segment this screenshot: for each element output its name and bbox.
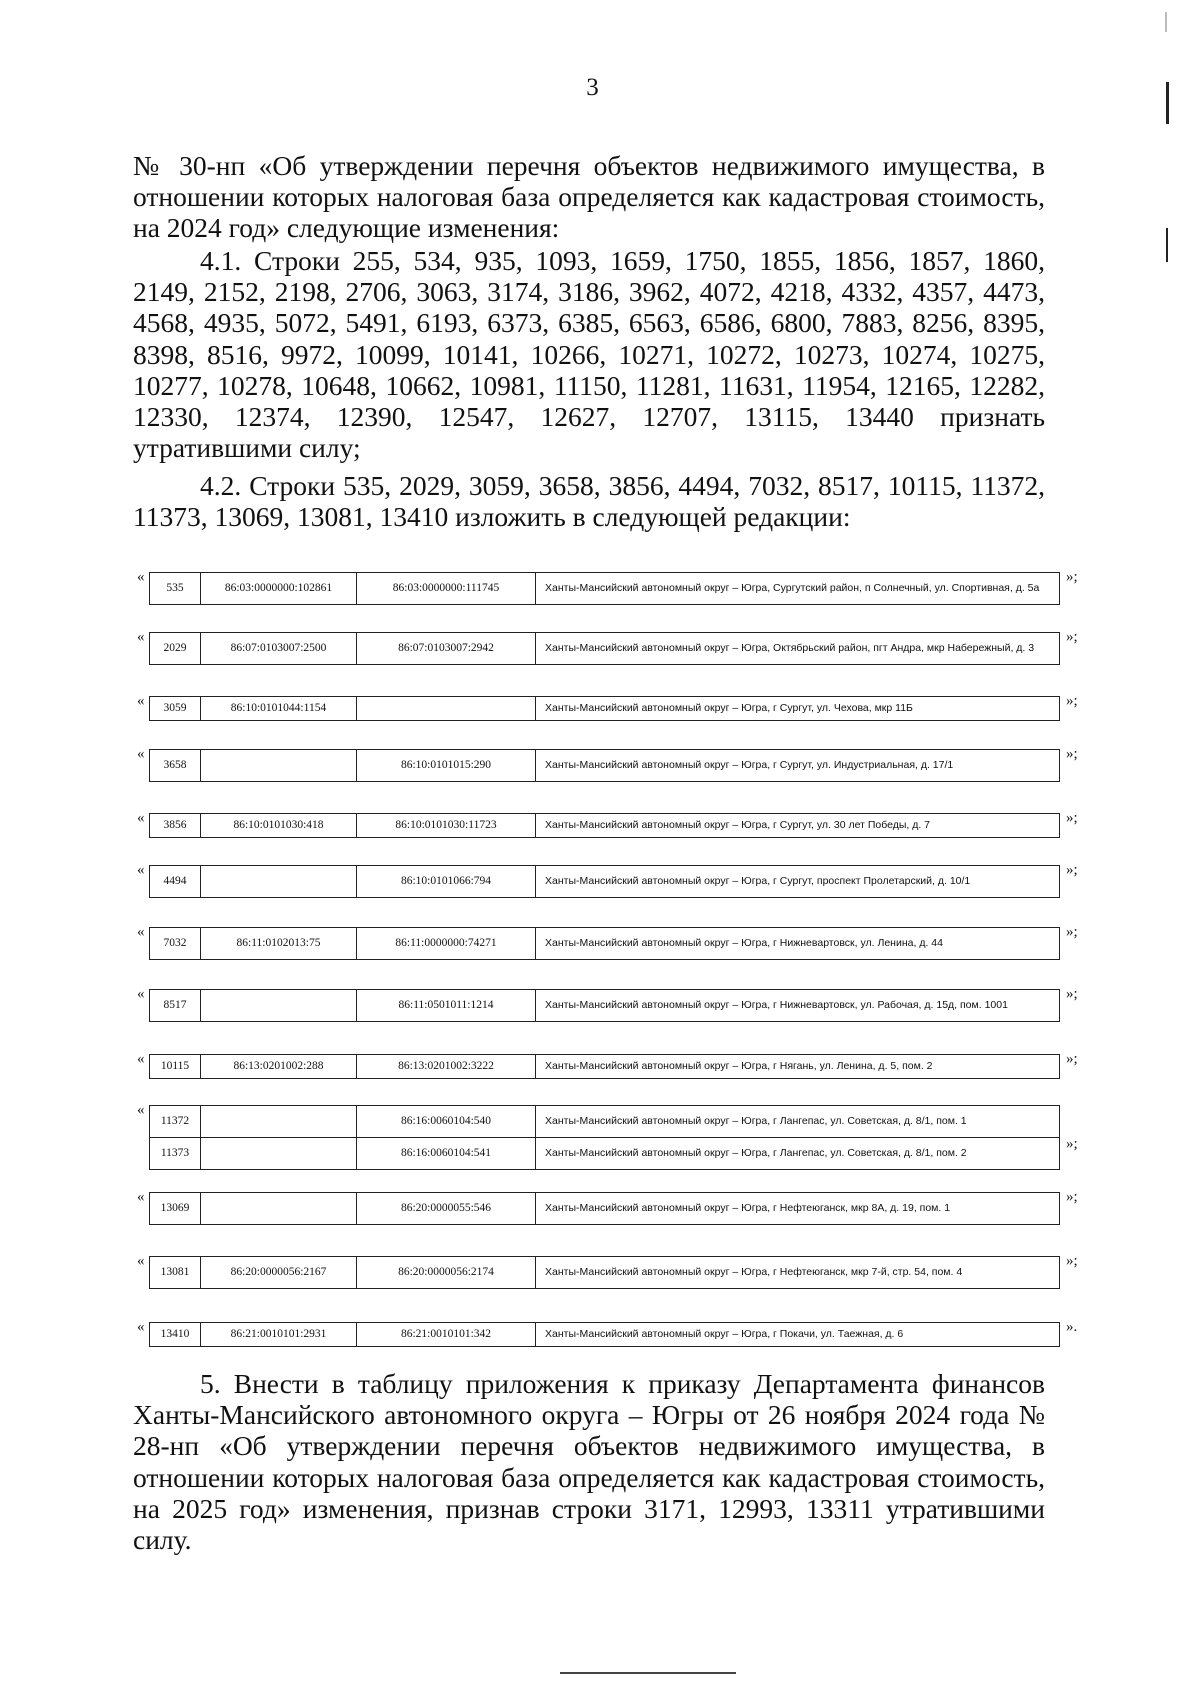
record-table [149,749,1060,782]
record-table [149,696,1060,721]
cadastral-number-2: 86:07:0103007:2942 [357,633,536,665]
open-quote: « [137,569,145,585]
record-table [149,1105,1060,1170]
table-row [150,573,1060,605]
table-row [150,1193,1060,1225]
table-row [150,814,1060,838]
record-table [149,572,1060,605]
close-quote: »; [1066,862,1078,878]
row-number: 3059 [150,697,201,721]
table-row [150,1106,1060,1138]
close-quote: »; [1066,1136,1078,1152]
close-quote: »; [1066,924,1078,940]
row-number: 10115 [150,1055,201,1079]
table-row [150,990,1060,1022]
close-quote: ». [1066,1319,1078,1335]
cadastral-number-2: 86:16:0060104:540 [357,1106,536,1138]
address: Ханты-Мансийский автономный округ – Югра, г Сургут, ул. Индустриальная, д. 17/1 [536,750,1060,782]
footer-rule [560,1672,736,1674]
open-quote: « [137,746,145,762]
open-quote: « [137,1189,145,1205]
record-table [149,865,1060,898]
open-quote: « [137,924,145,940]
open-quote: « [137,810,145,826]
table-row [150,1055,1060,1079]
record-table [149,1192,1060,1225]
table-row [150,633,1060,665]
page-number: 3 [586,74,599,101]
row-number: 3658 [150,750,201,782]
close-quote: »; [1066,1253,1078,1269]
scan-mark [1166,228,1168,262]
record-table [149,927,1060,960]
open-quote: « [137,986,145,1002]
row-number: 8517 [150,990,201,1022]
cadastral-number-2: 86:21:0010101:342 [357,1323,536,1347]
close-quote: »; [1066,693,1078,709]
cadastral-number-1: 86:07:0103007:2500 [201,633,357,665]
close-quote: »; [1066,746,1078,762]
address: Ханты-Мансийский автономный округ – Югра, г Сургут, ул. 30 лет Победы, д. 7 [536,814,1060,838]
record-table [149,813,1060,838]
cadastral-number-1: 86:10:0101030:418 [201,814,357,838]
open-quote: « [137,862,145,878]
table-row [150,866,1060,898]
open-quote: « [137,629,145,645]
row-number: 2029 [150,633,201,665]
table-row [150,750,1060,782]
table-row [150,928,1060,960]
row-number: 13081 [150,1257,201,1289]
address: Ханты-Мансийский автономный округ – Югра, г Нягань, ул. Ленина, д. 5, пом. 2 [536,1055,1060,1079]
table-row [150,1257,1060,1289]
row-number: 4494 [150,866,201,898]
row-number: 7032 [150,928,201,960]
address: Ханты-Мансийский автономный округ – Югра, г Нефтеюганск, мкр 8А, д. 19, пом. 1 [536,1193,1060,1225]
address: Ханты-Мансийский автономный округ – Югра, г Нижневартовск, ул. Рабочая, д. 15д, пом. 1001 [536,990,1060,1022]
cadastral-number-1 [201,866,357,898]
cadastral-number-1: 86:10:0101044:1154 [201,697,357,721]
address: Ханты-Мансийский автономный округ – Югра, г Лангепас, ул. Советская, д. 8/1, пом. 2 [536,1138,1060,1170]
cadastral-number-1 [201,1138,357,1170]
cadastral-number-1: 86:11:0102013:75 [201,928,357,960]
item-4-2-paragraph: 4.2. Строки 535, 2029, 3059, 3658, 3856, 4494, 7032, 8517, 10115, 11372, 11373, 13069, 13081, 13410 изложить в следующей редакции: [133,470,1045,533]
row-number: 13410 [150,1323,201,1347]
record-table [149,1322,1060,1347]
row-number: 11373 [150,1138,201,1170]
close-quote: »; [1066,1051,1078,1067]
cadastral-number-2: 86:10:0101030:11723 [357,814,536,838]
cadastral-number-1: 86:20:0000056:2167 [201,1257,357,1289]
record-table [149,989,1060,1022]
cadastral-number-1 [201,1106,357,1138]
cadastral-number-2: 86:10:0101015:290 [357,750,536,782]
row-number: 11372 [150,1106,201,1138]
cadastral-number-2: 86:11:0501011:1214 [357,990,536,1022]
intro-paragraph: № 30-нп «Об утверждении перечня объектов недвижимого имущества, в отношении которых налоговая база определяется как кадастровая стоимость, на 2024 год» следующие изменения: [133,150,1045,244]
item-4-1-paragraph: 4.1. Строки 255, 534, 935, 1093, 1659, 1750, 1855, 1856, 1857, 1860, 2149, 2152, 2198, 2706, 3063, 3174, 3186, 3962, 4072, 4218, 4332, 4357, 4473, 4568, 4935, 5072, 5491, 6193, 6373, 6385, 6563, 6586, 6800, 7883, 8256, 8395, 8398, 8516, 9972, 10099, 10141, 10266, 10271, 10272, 10273, 10274, 10275, 10277, 10278, 10648, 10662, 10981, 11150, 11281, 11631, 11954, 12165, 12282, 12330, 12374, 12390, 12547, 12627, 12707, 13115, 13440 признать утратившими силу; [133,245,1045,464]
close-quote: »; [1066,986,1078,1002]
cadastral-number-2: 86:13:0201002:3222 [357,1055,536,1079]
table-row [150,1138,1060,1170]
cadastral-number-2: 86:03:0000000:111745 [357,573,536,605]
scan-mark [1166,82,1169,124]
cadastral-number-1: 86:03:0000000:102861 [201,573,357,605]
address: Ханты-Мансийский автономный округ – Югра, Сургутский район, п Солнечный, ул. Спортивная, д. 5а [536,573,1060,605]
table-row [150,1323,1060,1347]
cadastral-number-2: 86:11:0000000:74271 [357,928,536,960]
cadastral-number-1 [201,990,357,1022]
cadastral-number-2: 86:16:0060104:541 [357,1138,536,1170]
open-quote: « [137,1253,145,1269]
open-quote: « [137,1102,145,1118]
close-quote: »; [1066,810,1078,826]
scan-mark [1165,12,1167,32]
cadastral-number-1 [201,1193,357,1225]
address: Ханты-Мансийский автономный округ – Югра, г Нефтеюганск, мкр 7-й, стр. 54, пом. 4 [536,1257,1060,1289]
row-number: 3856 [150,814,201,838]
cadastral-number-2 [357,697,536,721]
item-5-paragraph: 5. Внести в таблицу приложения к приказу Департамента финансов Ханты-Мансийского автономного округа – Югры от 26 ноября 2024 года № 28-нп «Об утверждении перечня объектов недвижимого имущества, в отношении которых налоговая база определяется как кадастровая стоимость, на 2025 год» изменения, признав строки 3171, 12993, 13311 утратившими силу. [133,1368,1045,1556]
address: Ханты-Мансийский автономный округ – Югра, г Сургут, ул. Чехова, мкр 11Б [536,697,1060,721]
record-table [149,1054,1060,1079]
row-number: 13069 [150,1193,201,1225]
open-quote: « [137,693,145,709]
row-number: 535 [150,573,201,605]
cadastral-number-1: 86:13:0201002:288 [201,1055,357,1079]
table-row [150,697,1060,721]
address: Ханты-Мансийский автономный округ – Югра, г Покачи, ул. Таежная, д. 6 [536,1323,1060,1347]
open-quote: « [137,1051,145,1067]
record-table [149,632,1060,665]
address: Ханты-Мансийский автономный округ – Югра, Октябрьский район, пгт Андра, мкр Набережный, д. 3 [536,633,1060,665]
close-quote: »; [1066,569,1078,585]
address: Ханты-Мансийский автономный округ – Югра, г Лангепас, ул. Советская, д. 8/1, пом. 1 [536,1106,1060,1138]
address: Ханты-Мансийский автономный округ – Югра, г Нижневартовск, ул. Ленина, д. 44 [536,928,1060,960]
cadastral-number-1 [201,750,357,782]
cadastral-number-2: 86:20:0000056:2174 [357,1257,536,1289]
address: Ханты-Мансийский автономный округ – Югра, г Сургут, проспект Пролетарский, д. 10/1 [536,866,1060,898]
close-quote: »; [1066,629,1078,645]
cadastral-number-2: 86:10:0101066:794 [357,866,536,898]
record-table [149,1256,1060,1289]
close-quote: »; [1066,1189,1078,1205]
cadastral-number-2: 86:20:0000055:546 [357,1193,536,1225]
cadastral-number-1: 86:21:0010101:2931 [201,1323,357,1347]
open-quote: « [137,1319,145,1335]
